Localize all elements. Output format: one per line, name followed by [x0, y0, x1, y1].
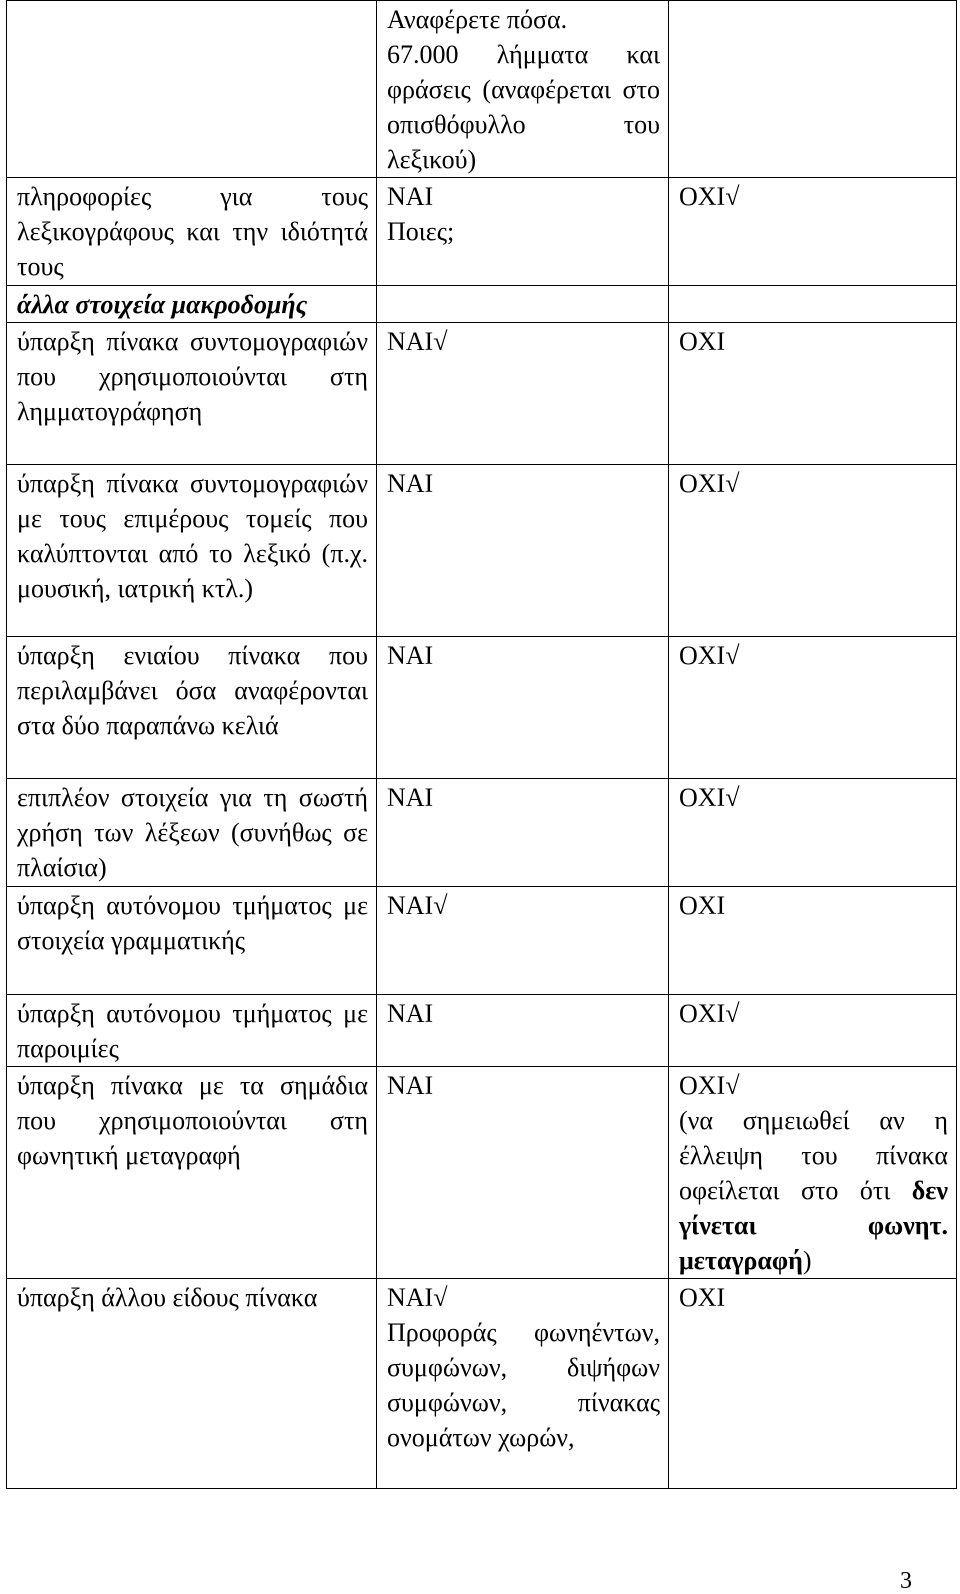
empty-cell: [377, 286, 669, 323]
yes-cell: ΝΑΙ: [377, 465, 669, 637]
no-cell: [669, 1067, 957, 1279]
no-cell: ΟΧΙ√: [669, 995, 957, 1067]
table-row: [7, 323, 957, 465]
cell-line: Αναφέρετε πόσα.: [387, 5, 568, 34]
no-cell: ΟΧΙ: [669, 323, 957, 465]
section-row: [7, 286, 957, 323]
yes-cell: [377, 178, 669, 286]
cell-line: 67.000 λήμματα και φράσεις (αναφέρεται στο οπισθόφυλλο του λεξικού): [387, 40, 660, 174]
table-row: [7, 1, 957, 178]
note-bold-text: δεν γίνεται φωνητ. μεταγραφή: [679, 1176, 948, 1275]
table-row: [7, 465, 957, 637]
dictionary-evaluation-table: [6, 0, 957, 1489]
criterion-cell: [7, 1, 377, 178]
no-cell: [669, 1, 957, 178]
table-row: [7, 887, 957, 995]
yes-cell: ΝΑΙ√: [377, 887, 669, 995]
table-row: [7, 178, 957, 286]
cell-line: Προφοράς φωνηέντων, συμφώνων, διψήφων συμφώνων, πίνακας ονομάτων χωρών,: [387, 1318, 660, 1452]
yes-cell: ΝΑΙ: [377, 995, 669, 1067]
criterion-cell: ύπαρξη πίνακα συντομογραφιών με τους επιμέρους τομείς που καλύπτονται από το λεξικό (π.χ. μουσική, ιατρική κτλ.): [7, 465, 377, 637]
criterion-cell: ύπαρξη ενιαίου πίνακα που περιλαμβάνει όσα αναφέρονται στα δύο παραπάνω κελιά: [7, 637, 377, 779]
cell-line: ΟΧΙ√: [679, 1071, 740, 1100]
yes-cell: [377, 1279, 669, 1489]
criterion-cell: ύπαρξη πίνακα με τα σημάδια που χρησιμοποιούνται στη φωνητική μεταγραφή: [7, 1067, 377, 1279]
no-cell: ΟΧΙ√: [669, 178, 957, 286]
note-text: (να σημειωθεί αν η έλλειψη του πίνακα οφείλεται στο ότι: [679, 1106, 948, 1205]
criterion-cell: ύπαρξη αυτόνομου τμήματος με στοιχεία γραμματικής: [7, 887, 377, 995]
table-row: [7, 637, 957, 779]
cell-line: ΝΑΙ√: [387, 1283, 448, 1312]
section-heading: άλλα στοιχεία μακροδομής: [7, 286, 377, 323]
yes-cell: ΝΑΙ: [377, 637, 669, 779]
table-row: [7, 1067, 957, 1279]
no-cell: ΟΧΙ√: [669, 779, 957, 887]
no-cell: ΟΧΙ: [669, 1279, 957, 1489]
note-close: ): [802, 1246, 812, 1275]
cell-line: Ποιες;: [387, 217, 455, 246]
yes-cell: ΝΑΙ: [377, 779, 669, 887]
yes-cell: ΝΑΙ: [377, 1067, 669, 1279]
criterion-cell: πληροφορίες για τους λεξικογράφους και την ιδιότητά τους: [7, 178, 377, 286]
empty-cell: [669, 286, 957, 323]
table-row: [7, 1279, 957, 1489]
criterion-cell: ύπαρξη πίνακα συντομογραφιών που χρησιμοποιούνται στη λημματογράφηση: [7, 323, 377, 465]
no-cell: ΟΧΙ√: [669, 465, 957, 637]
table-row: [7, 995, 957, 1067]
cell-line: ΝΑΙ: [387, 182, 434, 211]
page-number: 3: [900, 1568, 912, 1594]
criterion-cell: ύπαρξη αυτόνομου τμήματος με παροιμίες: [7, 995, 377, 1067]
table-row: [7, 779, 957, 887]
yes-cell: [377, 1, 669, 178]
no-cell: ΟΧΙ: [669, 887, 957, 995]
criterion-cell: επιπλέον στοιχεία για τη σωστή χρήση των λέξεων (συνήθως σε πλαίσια): [7, 779, 377, 887]
no-cell: ΟΧΙ√: [669, 637, 957, 779]
yes-cell: ΝΑΙ√: [377, 323, 669, 465]
criterion-cell: ύπαρξη άλλου είδους πίνακα: [7, 1279, 377, 1489]
